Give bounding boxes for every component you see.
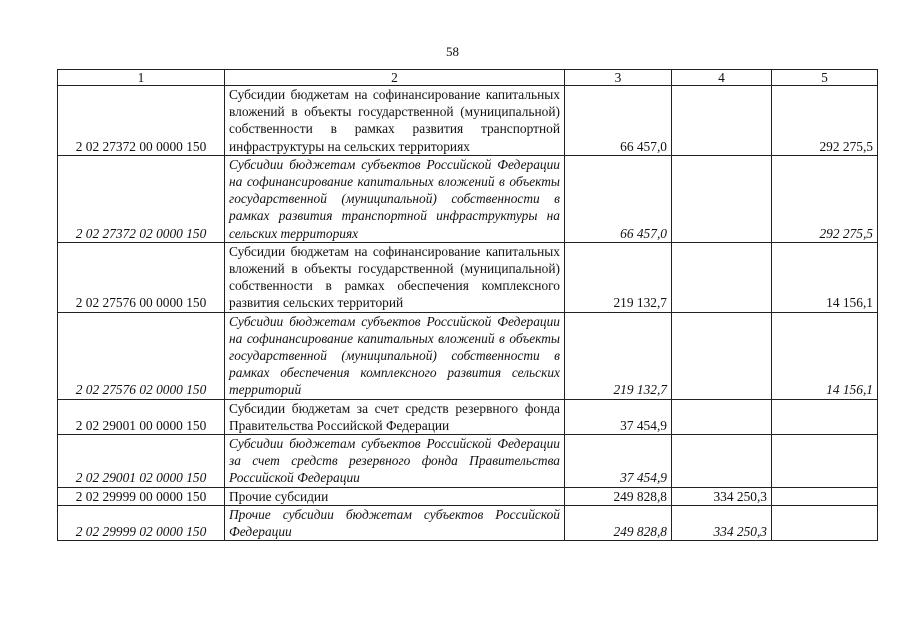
page-number: 58: [446, 44, 459, 59]
table-row: [58, 435, 878, 488]
table-row: [58, 155, 878, 242]
row-description: Субсидии бюджетам за счет средств резервного фонда Правительства Российской Федерации: [225, 399, 565, 434]
row-value-col4: [672, 312, 772, 399]
row-value-col3: 37 454,9: [565, 435, 672, 488]
table-header-row: [58, 70, 878, 86]
column-header-3: 3: [565, 70, 672, 86]
table-row: [58, 505, 878, 540]
row-value-col4: [672, 242, 772, 312]
row-value-col5: 292 275,5: [772, 86, 878, 156]
row-value-col5: 292 275,5: [772, 155, 878, 242]
row-description: Прочие субсидии: [225, 487, 565, 505]
row-code: 2 02 29001 02 0000 150: [58, 435, 225, 488]
row-description: Субсидии бюджетам субъектов Российской Федерации на софинансирование капитальных вложений в объекты государственной (муниципальной) собственности в рамках развития транспортной инфраструктуры на сельских территориях: [225, 155, 565, 242]
row-value-col5: [772, 487, 878, 505]
row-description: Прочие субсидии бюджетам субъектов Российской Федерации: [225, 505, 565, 540]
row-value-col3: 37 454,9: [565, 399, 672, 434]
row-value-col4: 334 250,3: [672, 487, 772, 505]
table-row: [58, 487, 878, 505]
row-description: Субсидии бюджетам субъектов Российской Федерации на софинансирование капитальных вложений в объекты государственной (муниципальной) собственности в рамках обеспечения комплексного развития сельских территорий: [225, 312, 565, 399]
column-header-2: 2: [225, 70, 565, 86]
row-value-col5: [772, 399, 878, 434]
table-row: [58, 242, 878, 312]
row-value-col5: 14 156,1: [772, 242, 878, 312]
row-value-col3: 219 132,7: [565, 242, 672, 312]
row-code: 2 02 27372 00 0000 150: [58, 86, 225, 156]
row-code: 2 02 27372 02 0000 150: [58, 155, 225, 242]
row-value-col5: [772, 435, 878, 488]
row-code: 2 02 27576 00 0000 150: [58, 242, 225, 312]
row-value-col5: 14 156,1: [772, 312, 878, 399]
row-code: 2 02 27576 02 0000 150: [58, 312, 225, 399]
row-value-col3: 66 457,0: [565, 86, 672, 156]
row-value-col3: 66 457,0: [565, 155, 672, 242]
row-value-col4: [672, 86, 772, 156]
row-value-col4: [672, 399, 772, 434]
row-value-col3: 219 132,7: [565, 312, 672, 399]
table-row: [58, 86, 878, 156]
column-header-1: 1: [58, 70, 225, 86]
row-value-col4: [672, 155, 772, 242]
row-code: 2 02 29999 02 0000 150: [58, 505, 225, 540]
row-code: 2 02 29001 00 0000 150: [58, 399, 225, 434]
row-value-col4: 334 250,3: [672, 505, 772, 540]
row-value-col5: [772, 505, 878, 540]
row-value-col4: [672, 435, 772, 488]
table-row: [58, 399, 878, 434]
row-code: 2 02 29999 00 0000 150: [58, 487, 225, 505]
budget-table: [57, 69, 878, 541]
row-description: Субсидии бюджетам на софинансирование капитальных вложений в объекты государственной (муниципальной) собственности в рамках развития транспортной инфраструктуры на сельских территориях: [225, 86, 565, 156]
row-description: Субсидии бюджетам на софинансирование капитальных вложений в объекты государственной (муниципальной) собственности в рамках обеспечения комплексного развития сельских территорий: [225, 242, 565, 312]
column-header-4: 4: [672, 70, 772, 86]
column-header-5: 5: [772, 70, 878, 86]
table-row: [58, 312, 878, 399]
row-value-col3: 249 828,8: [565, 505, 672, 540]
row-description: Субсидии бюджетам субъектов Российской Федерации за счет средств резервного фонда Правительства Российской Федерации: [225, 435, 565, 488]
row-value-col3: 249 828,8: [565, 487, 672, 505]
